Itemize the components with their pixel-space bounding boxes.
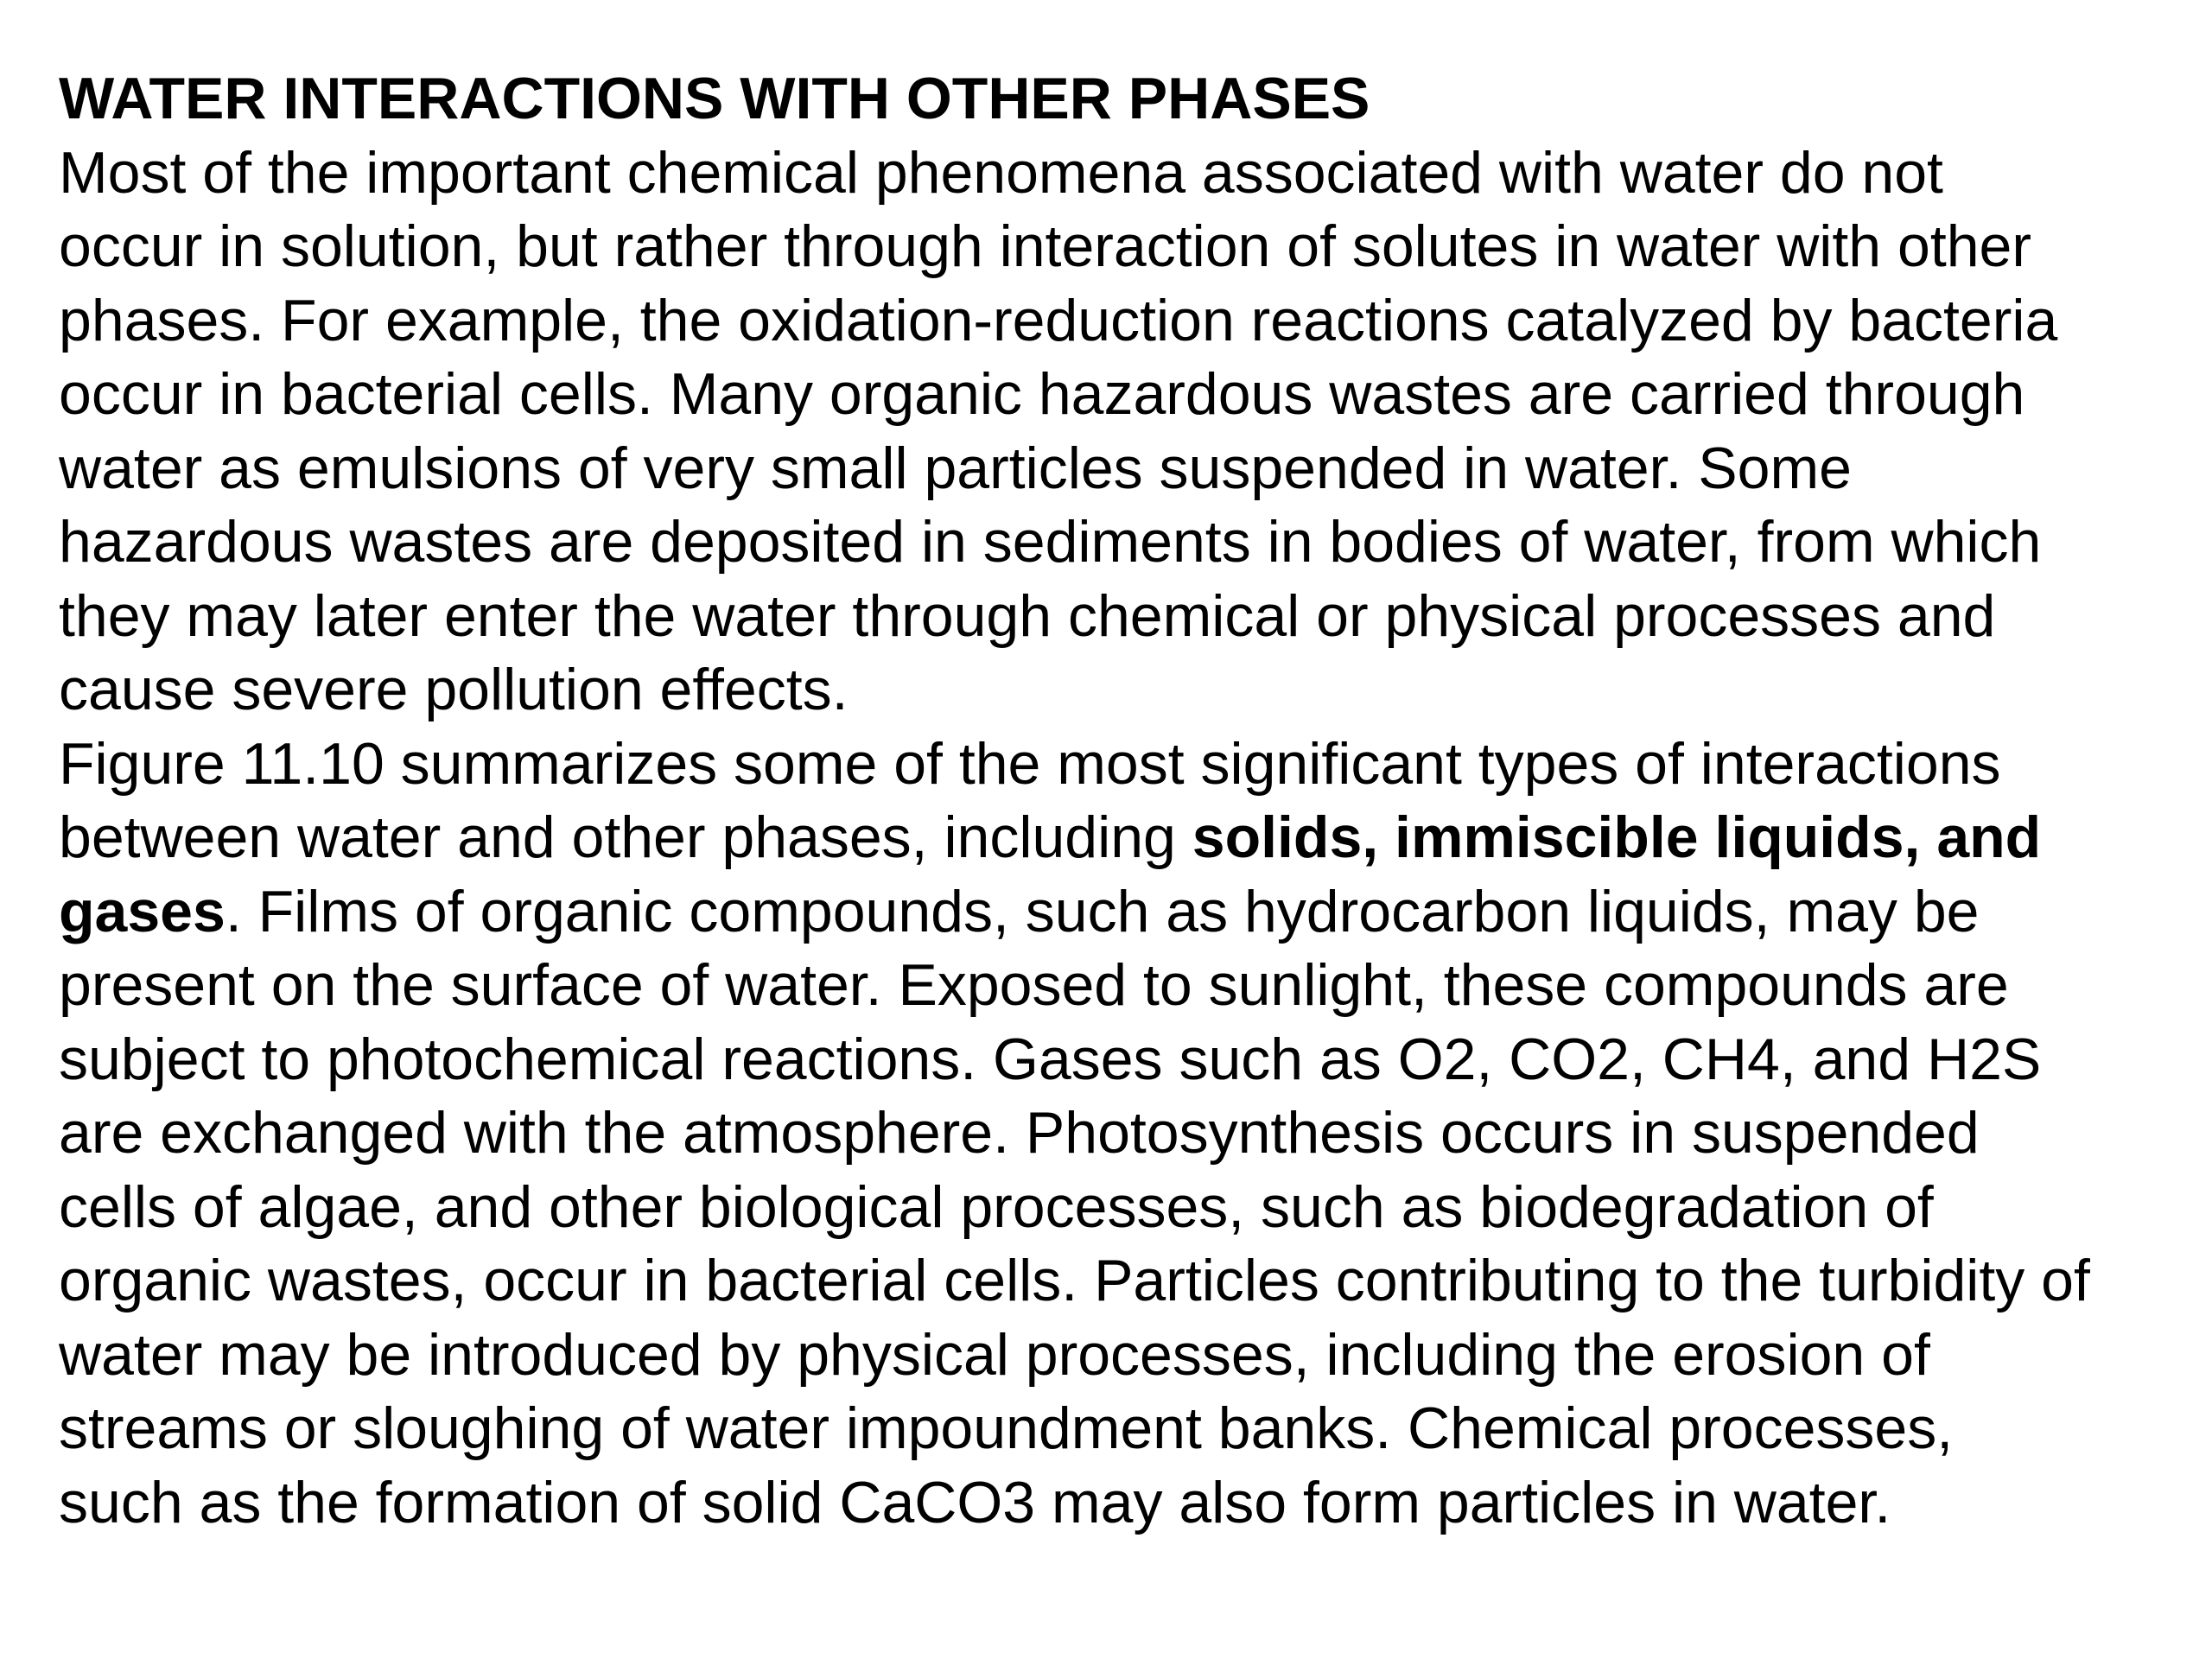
paragraph-intro <box>59 137 2202 728</box>
paragraph-figure-summary <box>59 728 2202 1541</box>
text-line: phases. For example, the oxidation-reduction reactions catalyzed by bacteria <box>59 287 2058 353</box>
text-line: cause severe pollution effects. <box>59 657 849 722</box>
text-line: water as emulsions of very small particles suspended in water. Some <box>59 435 1852 501</box>
text-line: present on the surface of water. Exposed to sunlight, these compounds are <box>59 952 2009 1018</box>
text-line: cells of algae, and other biological processes, such as biodegradation of <box>59 1173 1934 1240</box>
section-heading: WATER INTERACTIONS WITH OTHER PHASES <box>59 66 1370 131</box>
text-line: Most of the important chemical phenomena associated with water do not <box>59 139 1943 206</box>
text-line: organic wastes, occur in bacterial cells. Particles contributing to the turbidity of <box>59 1248 2090 1313</box>
text-line: hazardous wastes are deposited in sediments in bodies of water, from which <box>59 509 2042 575</box>
text-line: occur in bacterial cells. Many organic hazardous wastes are carried through <box>59 361 2025 427</box>
bold-phrase: solids, immiscible liquids, and <box>1192 804 2042 870</box>
text-line: such as the formation of solid CaCO3 may also form particles in water. <box>59 1469 1891 1535</box>
text-run: . Films of organic compounds, such as hydrocarbon liquids, may be <box>225 878 1980 944</box>
text-line: Figure 11.10 summarizes some of the most significant types of interactions <box>59 730 2001 797</box>
bold-phrase: gases <box>59 878 226 944</box>
text-line: they may later enter the water through chemical or physical processes and <box>59 582 1996 649</box>
text-run: between water and other phases, including <box>59 804 1192 870</box>
text-line <box>59 875 2202 950</box>
text-line: occur in solution, but rather through interaction of solutes in water with other <box>59 213 2032 279</box>
text-line: are exchanged with the atmosphere. Photosynthesis occurs in suspended <box>59 1100 1980 1166</box>
text-line <box>59 801 2202 875</box>
text-line: subject to photochemical reactions. Gases such as O2, CO2, CH4, and H2S <box>59 1026 2042 1092</box>
text-line: water may be introduced by physical processes, including the erosion of <box>59 1321 1930 1388</box>
text-line: streams or sloughing of water impoundment banks. Chemical processes, <box>59 1395 1954 1461</box>
text-block <box>59 62 2202 1540</box>
